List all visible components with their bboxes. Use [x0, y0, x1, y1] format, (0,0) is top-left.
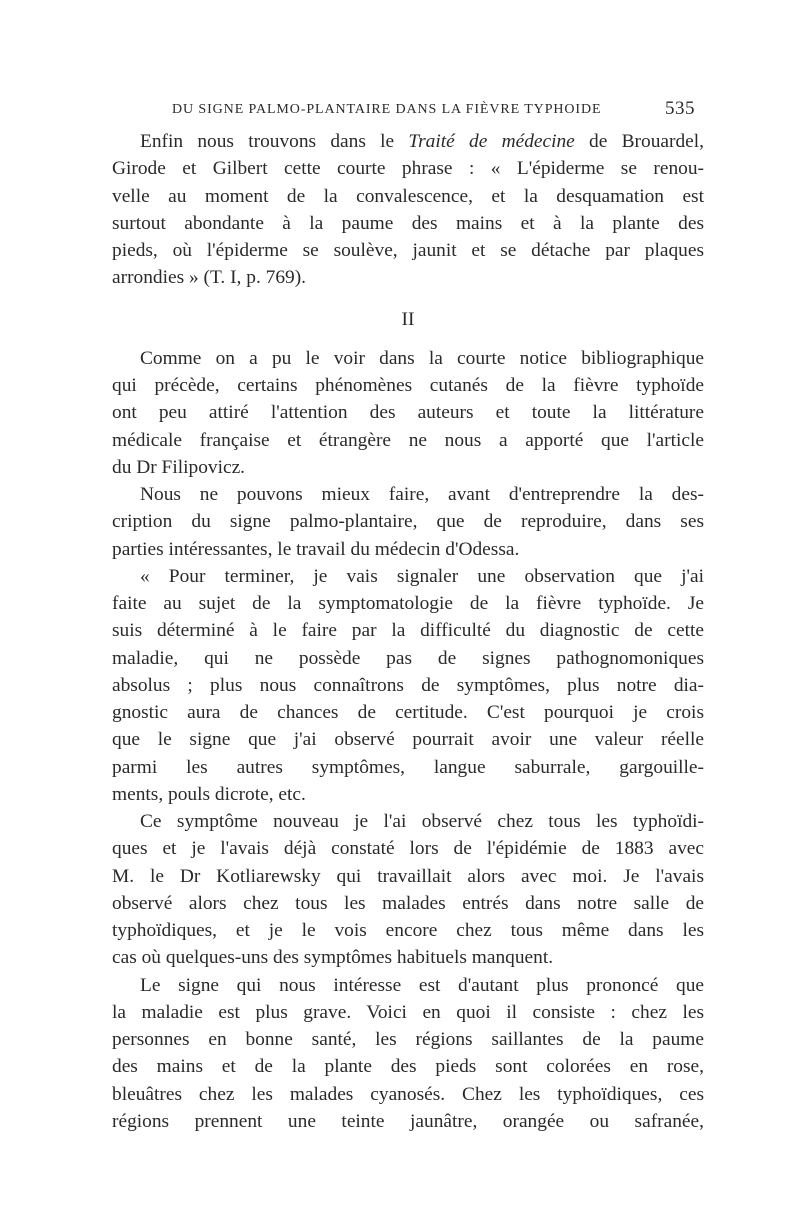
text-line: absolus ; plus nous connaîtrons de symptômes, plus notre dia- [112, 674, 704, 696]
text-line: la maladie est plus grave. Voici en quoi il consiste : chez les [112, 1001, 704, 1023]
body-text [112, 128, 704, 1135]
paragraph-traite-de-medecine [112, 128, 704, 292]
text-line: cription du signe palmo-plantaire, que de reproduire, dans ses [112, 511, 704, 533]
text-line: des mains et de la plante des pieds sont colorées en rose, [112, 1056, 704, 1078]
text-line: pieds, où l'épiderme se soulève, jaunit et se détache par plaques [112, 240, 704, 261]
paragraph-notice-bibliographique [112, 345, 704, 481]
page-header [160, 98, 695, 124]
paragraph-quote-observation [112, 563, 704, 808]
text-line: parties intéressantes, le travail du médecin d'Odessa. [112, 538, 520, 560]
book-title: Traité de médecine [408, 131, 575, 152]
text-line: ques et je l'avais déjà constaté lors de l'épidémie de 1883 avec [112, 838, 704, 860]
text-line: suis déterminé à le faire par la difficulté du diagnostic de cette [112, 620, 704, 642]
text-line: maladie, qui ne possède pas de signes pathognomoniques [112, 647, 704, 669]
text-line: qui précède, certains phénomènes cutanés de la fièvre typhoïde [112, 375, 704, 396]
text-line: surtout abondante à la paume des mains et à la plante des [112, 212, 704, 234]
text-line: Enfin nous trouvons dans le Traité de médecine de Brouardel, [140, 131, 704, 152]
text-line: M. le Dr Kotliarewsky qui travaillait alors avec moi. Je l'avais [112, 865, 704, 887]
text-line: régions prennent une teinte jaunâtre, orangée ou safranée, [112, 1110, 704, 1132]
text-line: Le signe qui nous intéresse est d'autant plus prononcé que [140, 974, 704, 996]
paragraph-description [112, 481, 704, 563]
text-line: Girode et Gilbert cette courte phrase : « L'épiderme se renou- [112, 158, 704, 180]
text-line: typhoïdiques, et je le vois encore chez tous même dans les [112, 920, 704, 941]
text-line: cas où quelques-uns des symptômes habituels manquent. [112, 947, 554, 969]
text-line: gnostic aura de chances de certitude. C'est pourquoi je crois [112, 702, 704, 723]
page-number: 535 [665, 98, 695, 119]
text-line: faite au sujet de la symptomatologie de la fièvre typhoïde. Je [112, 593, 704, 614]
text-line: médicale française et étrangère ne nous a apporté que l'article [112, 429, 704, 451]
text-line: observé alors chez tous les malades entrés dans notre salle de [112, 892, 704, 914]
text-line: arrondies » (T. I, p. 769). [112, 267, 307, 289]
text-line: Ce symptôme nouveau je l'ai observé chez tous les typhoïdi- [140, 811, 704, 832]
text-line: que le signe que j'ai observé pourrait avoir une valeur réelle [112, 729, 704, 751]
text-line: ont peu attiré l'attention des auteurs et toute la littérature [112, 402, 704, 424]
text-line: Comme on a pu le voir dans la courte notice bibliographique [140, 347, 704, 369]
text-line: « Pour terminer, je vais signaler une observation que j'ai [140, 565, 704, 587]
section-heading: II [401, 308, 415, 330]
text-line: personnes en bonne santé, les régions saillantes de la paume [112, 1029, 704, 1050]
text-line: du Dr Filipovicz. [112, 456, 246, 478]
paragraph-signe [112, 972, 704, 1136]
running-head: DU SIGNE PALMO-PLANTAIRE DANS LA FIÈVRE TYPHOIDE [172, 102, 602, 117]
paragraph-symptome-nouveau [112, 808, 704, 972]
text-line: ments, pouls dicrote, etc. [112, 783, 306, 805]
text-line: bleuâtres chez les malades cyanosés. Chez les typhoïdiques, ces [112, 1083, 704, 1105]
text-line: Nous ne pouvons mieux faire, avant d'entreprendre la des- [140, 484, 704, 505]
text-line: velle au moment de la convalescence, et la desquamation est [112, 185, 704, 207]
text-line: parmi les autres symptômes, langue saburrale, gargouille- [112, 756, 704, 778]
